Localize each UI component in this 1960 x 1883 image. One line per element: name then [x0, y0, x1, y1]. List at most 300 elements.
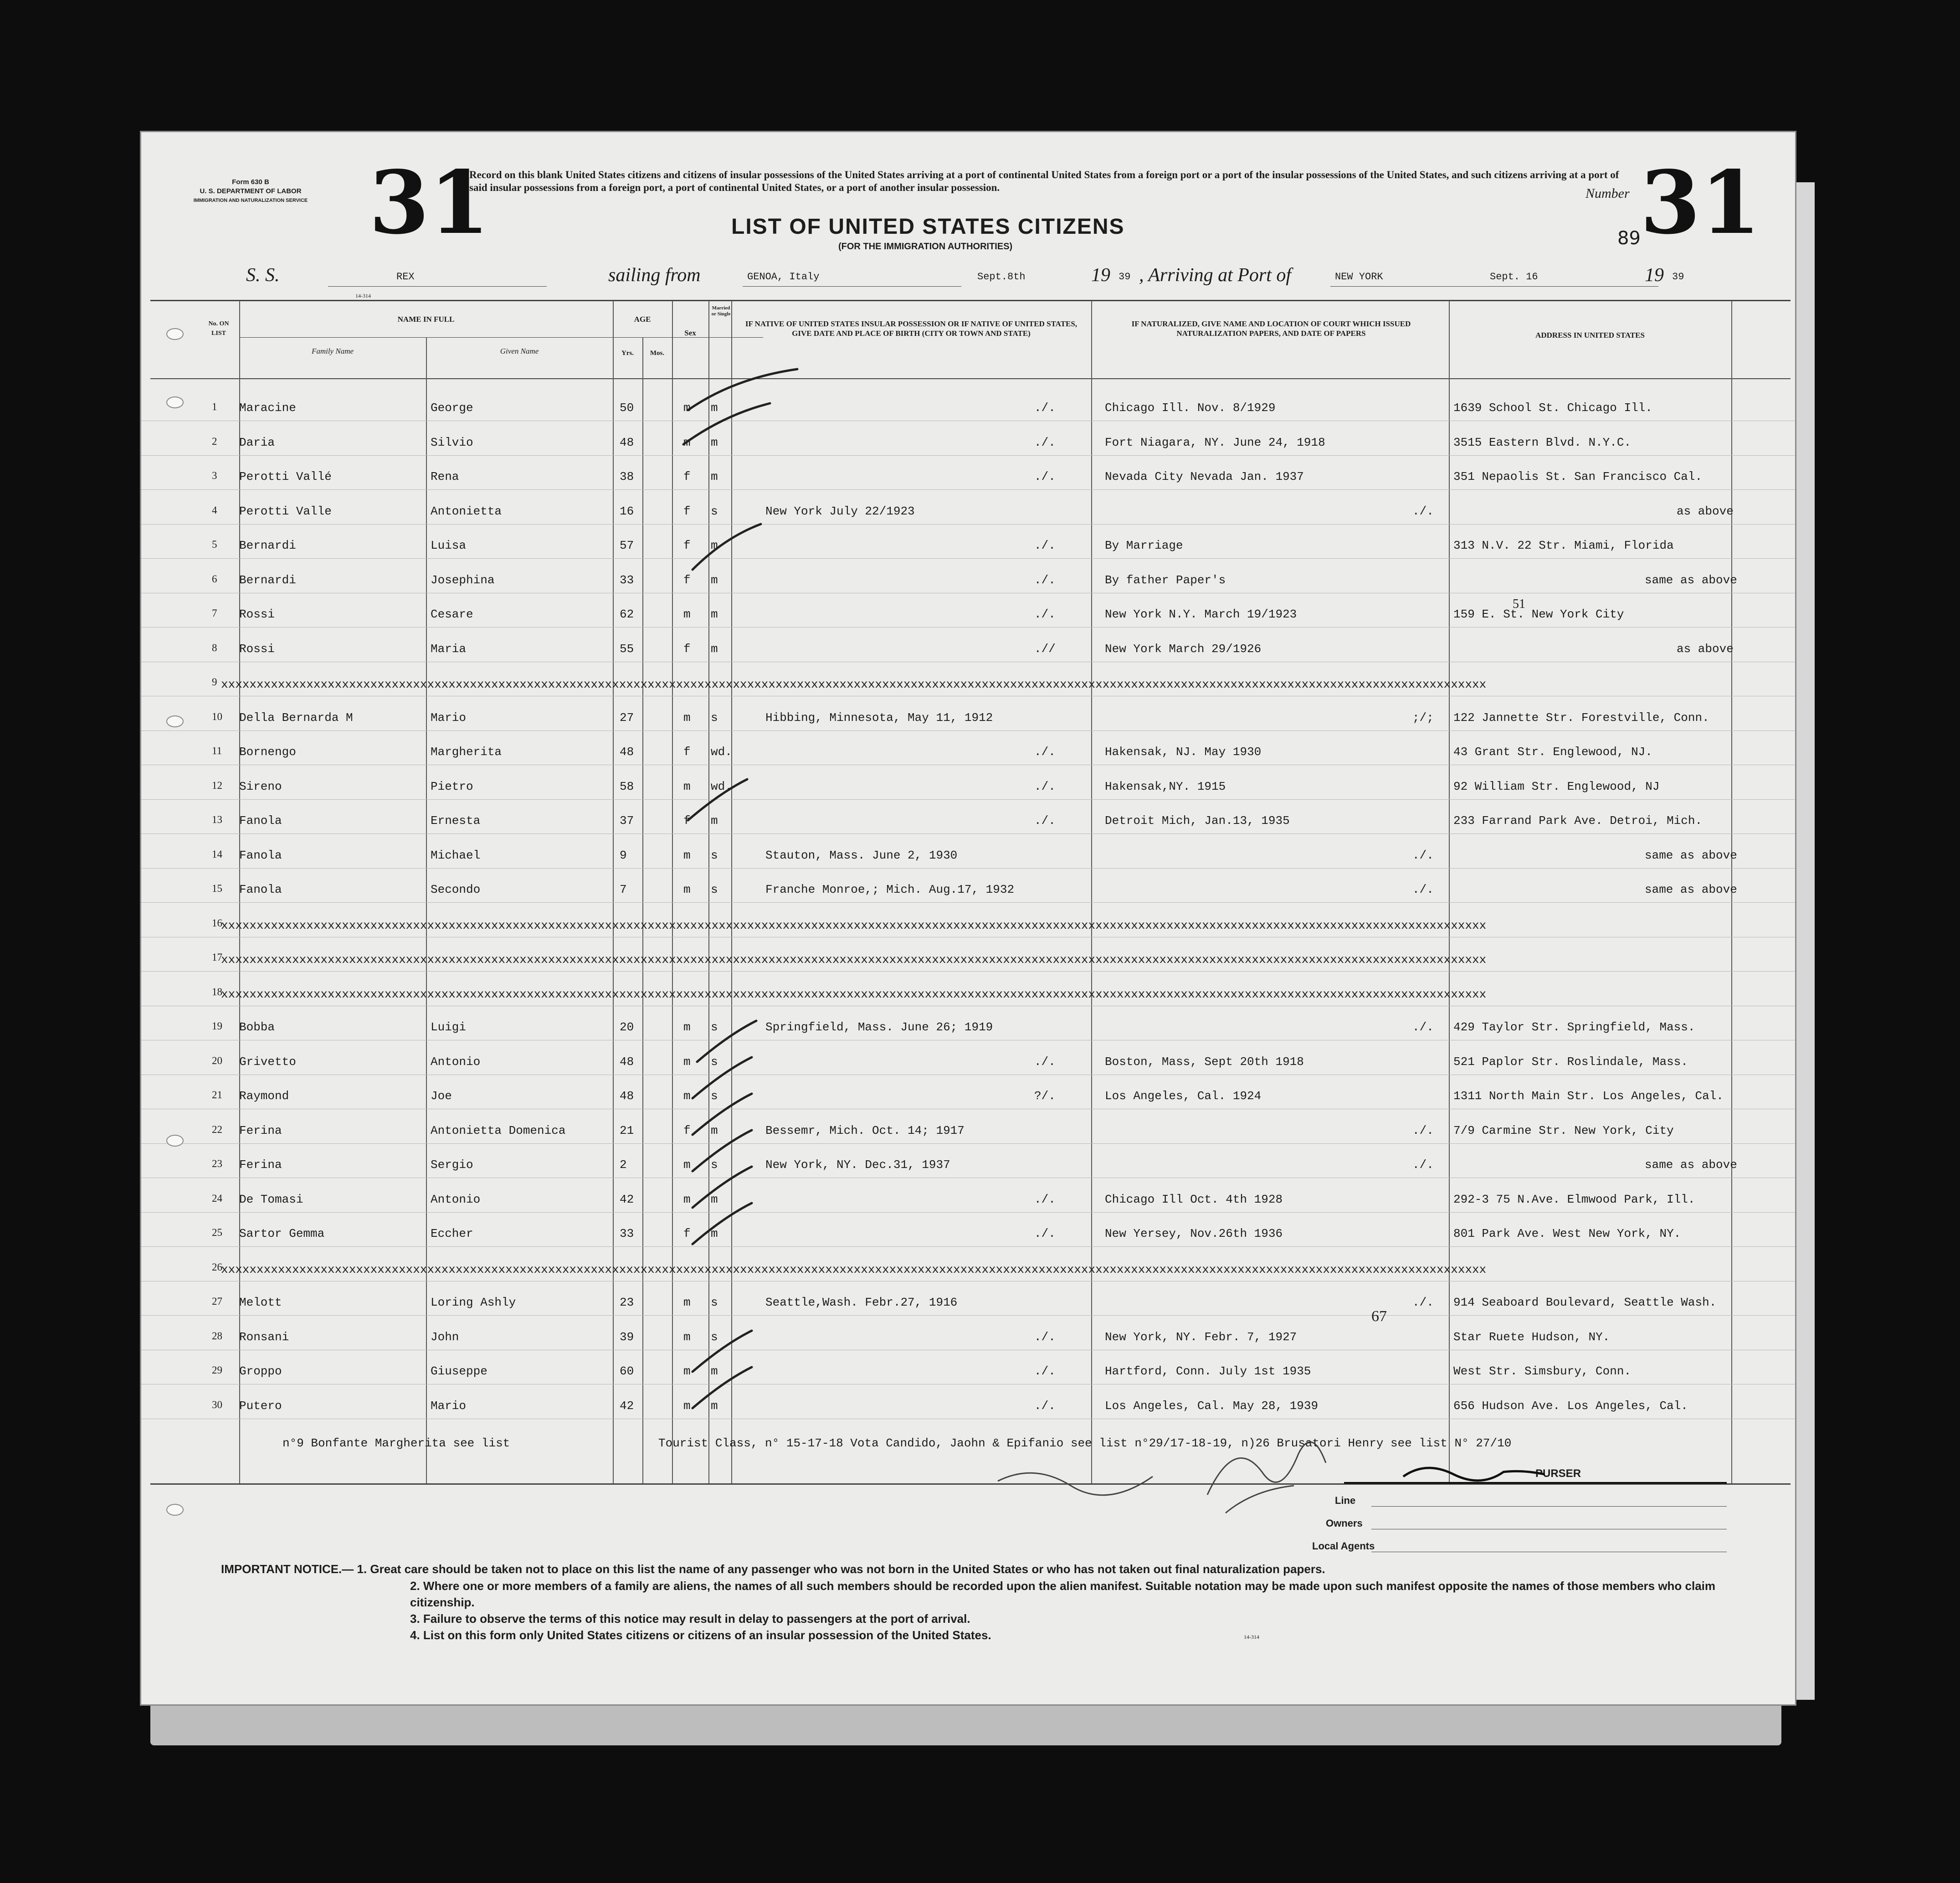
stamp-number-left: 31 [369, 152, 490, 253]
binder-hole [166, 1504, 184, 1516]
cell-nat: Boston, Mass, Sept 20th 1918 [1105, 1055, 1304, 1069]
cell-addr: 292-3 75 N.Ave. Elmwood Park, Ill. [1453, 1192, 1695, 1206]
cell-sex: m [683, 1020, 691, 1034]
table-row [141, 869, 1795, 903]
cell-addr: 914 Seaboard Boulevard, Seattle Wash. [1453, 1296, 1717, 1309]
table-row [141, 491, 1795, 525]
cell-ms: s [711, 1158, 718, 1172]
cell-ms: m [711, 607, 718, 621]
cell-birth: ./. [1034, 1227, 1056, 1240]
table-row [141, 800, 1795, 834]
date-from: Sept.8th [977, 271, 1026, 283]
row-number: 30 [212, 1399, 222, 1410]
cell-sex: f [683, 470, 691, 484]
line-label: Line [1335, 1495, 1356, 1506]
cell-given: Giuseppe [431, 1364, 487, 1378]
cell-ms: s [711, 504, 718, 518]
cell-sex: f [683, 814, 691, 828]
binder-hole [166, 1135, 184, 1147]
cell-ms: m [711, 1364, 718, 1378]
cell-sex: m [683, 710, 691, 725]
cell-age: 23 [620, 1296, 634, 1309]
row-number: 8 [212, 642, 217, 653]
cell-given: Luisa [431, 539, 467, 552]
cell-ms: s [711, 1296, 718, 1309]
col-no: No. ON LIST [208, 320, 229, 337]
cell-given: Pietro [431, 779, 473, 793]
owners-label: Owners [1326, 1518, 1363, 1529]
cell-sex: m [683, 848, 691, 862]
cell-family: Rossi [239, 607, 275, 621]
cell-age: 20 [620, 1020, 634, 1034]
cell-addr: 7/9 Carmine Str. New York, City [1453, 1123, 1674, 1137]
port-to: NEW YORK [1335, 271, 1383, 283]
cell-given: Secondo [431, 883, 481, 896]
col-address: ADDRESS IN UNITED STATES [1535, 331, 1645, 340]
table-row [141, 628, 1795, 662]
cell-family: Bornengo [239, 745, 296, 759]
cell-age: 57 [620, 539, 634, 552]
table-row [141, 1213, 1795, 1247]
binder-hole [166, 715, 184, 727]
cell-sex: f [683, 1123, 691, 1137]
cell-age: 33 [620, 1227, 634, 1240]
row-number: 15 [212, 883, 222, 894]
col-yrs: Yrs. [621, 350, 634, 357]
row-number: 7 [212, 607, 217, 619]
page-title: LIST OF UNITED STATES CITIZENS [731, 215, 1125, 239]
cell-addr: same as above [1645, 1158, 1737, 1172]
cell-ms: s [711, 1089, 718, 1103]
row-number: 17 [212, 952, 222, 963]
year-to-prefix: 19 [1645, 265, 1664, 286]
cell-family: Fanola [239, 883, 282, 896]
cell-age: 9 [620, 848, 627, 862]
cell-sex: m [683, 435, 691, 449]
cell-family: Grivetto [239, 1055, 296, 1069]
cell-age: 7 [620, 883, 627, 896]
cell-given: Ernesta [431, 814, 481, 828]
binder-hole [166, 396, 184, 408]
purser-label: PURSER [1535, 1467, 1581, 1480]
cell-family: Bobba [239, 1020, 275, 1034]
cell-birth: Stauton, Mass. June 2, 1930 [765, 848, 958, 862]
cell-family: Melott [239, 1296, 282, 1309]
cell-sex: m [683, 401, 691, 415]
table-row [141, 972, 1795, 1006]
cell-addr: 521 Paplor Str. Roslindale, Mass. [1453, 1055, 1688, 1069]
service: IMMIGRATION AND NATURALIZATION SERVICE [193, 198, 308, 203]
cell-birth: ./. [1034, 539, 1056, 552]
cell-sex: m [683, 1330, 691, 1344]
cell-age: 27 [620, 710, 634, 725]
cell-given: Eccher [431, 1227, 473, 1240]
cell-birth: ./. [1034, 1330, 1056, 1344]
cell-birth: ./. [1034, 1192, 1056, 1206]
col-sex: Sex [684, 329, 696, 337]
cell-sex: f [683, 539, 691, 552]
cell-given: Margherita [431, 745, 502, 759]
cell-addr: as above [1677, 504, 1734, 518]
cell-sex: m [683, 1296, 691, 1309]
cell-nat: New York N.Y. March 19/1923 [1105, 607, 1297, 621]
table-row [141, 1351, 1795, 1384]
cell-age: 48 [620, 745, 634, 759]
table-row [141, 1144, 1795, 1178]
cell-nat: ./. [1412, 1020, 1434, 1034]
cell-sex: m [683, 1158, 691, 1172]
table-row [141, 938, 1795, 972]
cell-family: Ronsani [239, 1330, 289, 1344]
cell-ms: m [711, 1399, 718, 1413]
cell-sex: m [683, 1055, 691, 1069]
struck-entry: xxxxxxxxxxxxxxxxxxxxxxxxxxxxxxxxxxxxxxxxxxxxxxxxxxxxxxxxxxxxxxxxxxxxxxxxxxxxxxxxxxxxxxxxxxxxxxxxxxxxxxxxxxxxxxxxxxxxxxxxxxxxxxxxxxxxxxxxxxxxxxxxxxxxxxxxxxxxxxxxxxxxxxxxxxxxxxxxxx [221, 1262, 1487, 1276]
cell-nat: New York March 29/1926 [1105, 642, 1262, 656]
cell-age: 37 [620, 814, 634, 828]
table-row [141, 697, 1795, 731]
table-row [141, 560, 1795, 593]
purser-signature [1399, 1458, 1554, 1490]
cell-age: 48 [620, 1055, 634, 1069]
cell-family: Fanola [239, 814, 282, 828]
table-row [141, 1248, 1795, 1281]
stamp-number-right: 31 [1640, 152, 1761, 253]
cell-age: 2 [620, 1158, 627, 1172]
cell-ms: m [711, 642, 718, 656]
cell-given: Silvio [431, 435, 473, 449]
cell-age: 38 [620, 470, 634, 484]
cell-addr: 1639 School St. Chicago Ill. [1453, 401, 1652, 415]
cell-given: Antonietta Domenica [431, 1123, 566, 1137]
cell-birth: ./. [1034, 1399, 1056, 1413]
cell-birth: ?/. [1034, 1089, 1056, 1103]
table-row [141, 1317, 1795, 1350]
cell-birth: ./. [1034, 607, 1056, 621]
ship-name: REX [396, 271, 415, 283]
struck-entry: xxxxxxxxxxxxxxxxxxxxxxxxxxxxxxxxxxxxxxxxxxxxxxxxxxxxxxxxxxxxxxxxxxxxxxxxxxxxxxxxxxxxxxxxxxxxxxxxxxxxxxxxxxxxxxxxxxxxxxxxxxxxxxxxxxxxxxxxxxxxxxxxxxxxxxxxxxxxxxxxxxxxxxxxxxxxxxxxxx [221, 678, 1487, 691]
cell-addr: West Str. Simsbury, Conn. [1453, 1364, 1632, 1378]
cell-age: 58 [620, 779, 634, 793]
cell-given: Loring Ashly [431, 1296, 516, 1309]
cell-birth: New York, NY. Dec.31, 1937 [765, 1158, 950, 1172]
col-mos: Mos. [650, 350, 665, 357]
cell-ms: s [711, 1330, 718, 1344]
row-number: 3 [212, 470, 217, 481]
cell-given: Luigi [431, 1020, 467, 1034]
row-number: 21 [212, 1089, 222, 1101]
cell-nat: ;/; [1412, 710, 1434, 725]
cell-sex: m [683, 1089, 691, 1103]
arriving-label: , Arriving at Port of [1139, 265, 1292, 286]
cell-addr: 122 Jannette Str. Forestville, Conn. [1453, 710, 1709, 725]
cell-addr: Star Ruete Hudson, NY. [1453, 1330, 1610, 1344]
row-number: 28 [212, 1330, 222, 1342]
table-row [141, 387, 1795, 421]
cell-given: Maria [431, 642, 467, 656]
cell-ms: m [711, 435, 718, 449]
cell-sex: f [683, 504, 691, 518]
col-age: AGE [634, 315, 651, 324]
small-code: 14-314 [355, 293, 371, 299]
table-row [141, 594, 1795, 628]
cell-family: Raymond [239, 1089, 289, 1103]
cell-ms: m [711, 1227, 718, 1240]
row-number: 5 [212, 539, 217, 550]
row-number: 10 [212, 710, 222, 722]
cell-age: 33 [620, 573, 634, 587]
cell-given: George [431, 401, 473, 415]
col-married-single: Married or Single [711, 305, 731, 317]
col-birth: IF NATIVE OF UNITED STATES INSULAR POSSESSION OR IF NATIVE OF UNITED STATES, GIVE DATE AND PLACE OF BIRTH (CITY OR TOWN AND STATE) [745, 319, 1077, 338]
cell-addr: 159 E. St. New York City [1453, 607, 1624, 621]
table-row [141, 663, 1795, 696]
cell-addr: 313 N.V. 22 Str. Miami, Florida [1453, 539, 1674, 552]
cell-nat: Chicago Ill Oct. 4th 1928 [1105, 1192, 1283, 1206]
cell-birth: ./. [1034, 435, 1056, 449]
year-from-prefix: 19 [1091, 265, 1110, 286]
row-number: 13 [212, 814, 222, 825]
table-row [141, 766, 1795, 800]
cell-nat: Hakensak, NJ. May 1930 [1105, 745, 1262, 759]
cell-ms: wd. [711, 745, 732, 759]
table-row [141, 525, 1795, 559]
handwritten-number: 89 [1617, 228, 1641, 249]
margin-note-51: 51 [1513, 597, 1525, 611]
cell-given: Michael [431, 848, 481, 862]
cell-birth: Seattle,Wash. Febr.27, 1916 [765, 1296, 958, 1309]
cell-nat: Chicago Ill. Nov. 8/1929 [1105, 401, 1276, 415]
date-to: Sept. 16 [1490, 271, 1538, 283]
cell-nat: Detroit Mich, Jan.13, 1935 [1105, 814, 1290, 828]
struck-entry: xxxxxxxxxxxxxxxxxxxxxxxxxxxxxxxxxxxxxxxxxxxxxxxxxxxxxxxxxxxxxxxxxxxxxxxxxxxxxxxxxxxxxxxxxxxxxxxxxxxxxxxxxxxxxxxxxxxxxxxxxxxxxxxxxxxxxxxxxxxxxxxxxxxxxxxxxxxxxxxxxxxxxxxxxxxxxxxxxx [221, 918, 1487, 932]
cell-family: Bernardi [239, 573, 296, 587]
cell-birth: ./. [1034, 779, 1056, 793]
cell-ms: s [711, 848, 718, 862]
important-notice [221, 1561, 1747, 1577]
row-number: 16 [212, 917, 222, 929]
cell-addr: 92 William Str. Englewood, NJ [1453, 779, 1660, 793]
cell-family: Sartor Gemma [239, 1227, 325, 1240]
cell-ms: s [711, 1020, 718, 1034]
cell-nat: ./. [1412, 1296, 1434, 1309]
cell-sex: m [683, 779, 691, 793]
cell-family: De Tomasi [239, 1192, 303, 1206]
row-number: 23 [212, 1158, 222, 1169]
year-from: 39 [1119, 271, 1131, 283]
notice-code: 14-314 [1244, 1634, 1259, 1640]
cell-sex: f [683, 1227, 691, 1240]
row-number: 27 [212, 1296, 222, 1307]
notice-item-3: 3. Failure to observe the terms of this notice may result in delay to passengers at the port of arrival. [410, 1612, 970, 1626]
cell-addr: same as above [1645, 573, 1737, 587]
row-number: 1 [212, 401, 217, 412]
cell-given: Cesare [431, 607, 473, 621]
table-row [141, 1385, 1795, 1419]
cell-birth: .// [1034, 642, 1056, 656]
cell-nat: New York, NY. Febr. 7, 1927 [1105, 1330, 1297, 1344]
table-row [141, 1282, 1795, 1316]
cell-ms: m [711, 470, 718, 484]
notice-item-1: 1. Great care should be taken not to place on this list the name of any passenger who was not born in the United States or who has not taken out final naturalization papers. [357, 1562, 1325, 1576]
cell-family: Daria [239, 435, 275, 449]
row-number: 18 [212, 986, 222, 998]
row-number: 20 [212, 1055, 222, 1066]
cell-addr: 233 Farrand Park Ave. Detroi, Mich. [1453, 814, 1703, 828]
cell-nat: ./. [1412, 504, 1434, 518]
form-number: Form 630 B [232, 178, 269, 186]
cell-birth: Hibbing, Minnesota, May 11, 1912 [765, 710, 993, 725]
table-row [141, 1075, 1795, 1109]
cell-addr: 351 Nepaolis St. San Francisco Cal. [1453, 470, 1703, 484]
row-number: 9 [212, 676, 217, 688]
cell-addr: 43 Grant Str. Englewood, NJ. [1453, 745, 1652, 759]
cell-birth: ./. [1034, 745, 1056, 759]
cell-ms: s [711, 883, 718, 896]
cell-family: Ferina [239, 1123, 282, 1137]
row-number: 14 [212, 848, 222, 860]
col-given: Given Name [500, 347, 539, 355]
cell-birth: ./. [1034, 814, 1056, 828]
cell-given: John [431, 1330, 459, 1344]
cell-nat: By Marriage [1105, 539, 1183, 552]
cell-family: Rossi [239, 642, 275, 656]
row-number: 19 [212, 1020, 222, 1032]
cell-ms: m [711, 401, 718, 415]
cell-family: Fanola [239, 848, 282, 862]
cell-given: Antonio [431, 1192, 481, 1206]
port-from: GENOA, Italy [747, 271, 820, 283]
row-number: 6 [212, 573, 217, 585]
cell-ms: s [711, 1055, 718, 1069]
number-label: Number [1585, 186, 1630, 201]
cell-age: 55 [620, 642, 634, 656]
cell-age: 48 [620, 435, 634, 449]
cell-birth: Bessemr, Mich. Oct. 14; 1917 [765, 1123, 965, 1137]
cell-addr: 1311 North Main Str. Los Angeles, Cal. [1453, 1089, 1724, 1103]
cell-birth: ./. [1034, 573, 1056, 587]
manifest-page [141, 132, 1795, 1704]
cell-age: 42 [620, 1192, 634, 1206]
cell-nat: Hartford, Conn. July 1st 1935 [1105, 1364, 1311, 1378]
col-name-in-full: NAME IN FULL [397, 315, 455, 324]
cell-birth: Springfield, Mass. June 26; 1919 [765, 1020, 993, 1034]
cell-given: Antonietta [431, 504, 502, 518]
page-subtitle: (FOR THE IMMIGRATION AUTHORITIES) [838, 242, 1013, 252]
cell-given: Joe [431, 1089, 452, 1103]
cell-ms: m [711, 1123, 718, 1137]
cell-sex: f [683, 573, 691, 587]
cell-nat: Fort Niagara, NY. June 24, 1918 [1105, 435, 1325, 449]
row-number: 24 [212, 1192, 222, 1204]
cell-given: Mario [431, 1399, 467, 1413]
cell-ms: m [711, 539, 718, 552]
table-row [141, 422, 1795, 456]
cell-addr: same as above [1645, 883, 1737, 896]
table-row [141, 1007, 1795, 1040]
cell-age: 42 [620, 1399, 634, 1413]
cell-ms: m [711, 573, 718, 587]
cell-age: 16 [620, 504, 634, 518]
struck-entry: xxxxxxxxxxxxxxxxxxxxxxxxxxxxxxxxxxxxxxxxxxxxxxxxxxxxxxxxxxxxxxxxxxxxxxxxxxxxxxxxxxxxxxxxxxxxxxxxxxxxxxxxxxxxxxxxxxxxxxxxxxxxxxxxxxxxxxxxxxxxxxxxxxxxxxxxxxxxxxxxxxxxxxxxxxxxxxxxxx [221, 953, 1487, 967]
cell-sex: m [683, 607, 691, 621]
table-row [141, 835, 1795, 869]
row-number: 26 [212, 1261, 222, 1273]
cell-nat: Hakensak,NY. 1915 [1105, 779, 1226, 793]
cell-nat: ./. [1412, 1158, 1434, 1172]
row-number: 4 [212, 504, 217, 516]
ss-label: S. S. [246, 265, 280, 286]
cell-birth: ./. [1034, 470, 1056, 484]
cell-birth: ./. [1034, 401, 1056, 415]
table-row [141, 1041, 1795, 1075]
agents-label: Local Agents [1312, 1540, 1375, 1552]
cell-family: Perotti Vallé [239, 470, 332, 484]
cell-nat: Nevada City Nevada Jan. 1937 [1105, 470, 1304, 484]
col-naturalized: IF NATURALIZED, GIVE NAME AND LOCATION OF COURT WHICH ISSUED NATURALIZATION PAPERS, AND DATE OF PAPERS [1131, 319, 1411, 338]
binder-hole [166, 328, 184, 340]
cell-addr: 3515 Eastern Blvd. N.Y.C. [1453, 435, 1632, 449]
cell-family: Groppo [239, 1364, 282, 1378]
cell-birth: Franche Monroe,; Mich. Aug.17, 1932 [765, 883, 1015, 896]
cell-nat: Los Angeles, Cal. May 28, 1939 [1105, 1399, 1319, 1413]
table-row [141, 1179, 1795, 1213]
cell-nat: ./. [1412, 1123, 1434, 1137]
cell-family: Putero [239, 1399, 282, 1413]
signature [980, 1408, 1435, 1545]
cell-nat: Los Angeles, Cal. 1924 [1105, 1089, 1262, 1103]
col-family: Family Name [311, 347, 354, 355]
cell-age: 39 [620, 1330, 634, 1344]
table-row [141, 731, 1795, 765]
row-number: 22 [212, 1123, 222, 1135]
cell-sex: f [683, 642, 691, 656]
table-row [141, 904, 1795, 937]
table-row [141, 456, 1795, 490]
notice-heading: IMPORTANT NOTICE.— [221, 1562, 354, 1576]
check-marks [679, 324, 843, 1463]
footnote-left: n°9 Bonfante Margherita see list [282, 1436, 510, 1450]
cell-family: Perotti Valle [239, 504, 332, 518]
cell-ms: m [711, 814, 718, 828]
cell-ms: m [711, 1192, 718, 1206]
cell-age: 50 [620, 401, 634, 415]
footnote-right: Tourist Class, n° 15-17-18 Vota Candido, Jaohn & Epifanio see list n°29/17-18-19, n)26 Brusatori Henry see list N° 27/10 [658, 1436, 1512, 1450]
cell-age: 21 [620, 1123, 634, 1137]
cell-given: Rena [431, 470, 459, 484]
row-number: 25 [212, 1227, 222, 1238]
cell-sex: m [683, 1192, 691, 1206]
cell-family: Ferina [239, 1158, 282, 1172]
table-row [141, 1110, 1795, 1144]
cell-age: 48 [620, 1089, 634, 1103]
cell-family: Maracine [239, 401, 296, 415]
cell-addr: 656 Hudson Ave. Los Angeles, Cal. [1453, 1399, 1688, 1413]
row-number: 29 [212, 1364, 222, 1376]
cell-sex: m [683, 1399, 691, 1413]
cell-ms: s [711, 710, 718, 725]
year-to: 39 [1672, 271, 1684, 283]
row-number: 2 [212, 435, 217, 447]
form-label [191, 178, 310, 205]
cell-family: Bernardi [239, 539, 296, 552]
cell-addr: 429 Taylor Str. Springfield, Mass. [1453, 1020, 1695, 1034]
cell-sex: m [683, 883, 691, 896]
cell-addr: as above [1677, 642, 1734, 656]
cell-birth: ./. [1034, 1364, 1056, 1378]
cell-nat: By father Paper's [1105, 573, 1226, 587]
cell-given: Josephina [431, 573, 495, 587]
cell-given: Antonio [431, 1055, 481, 1069]
